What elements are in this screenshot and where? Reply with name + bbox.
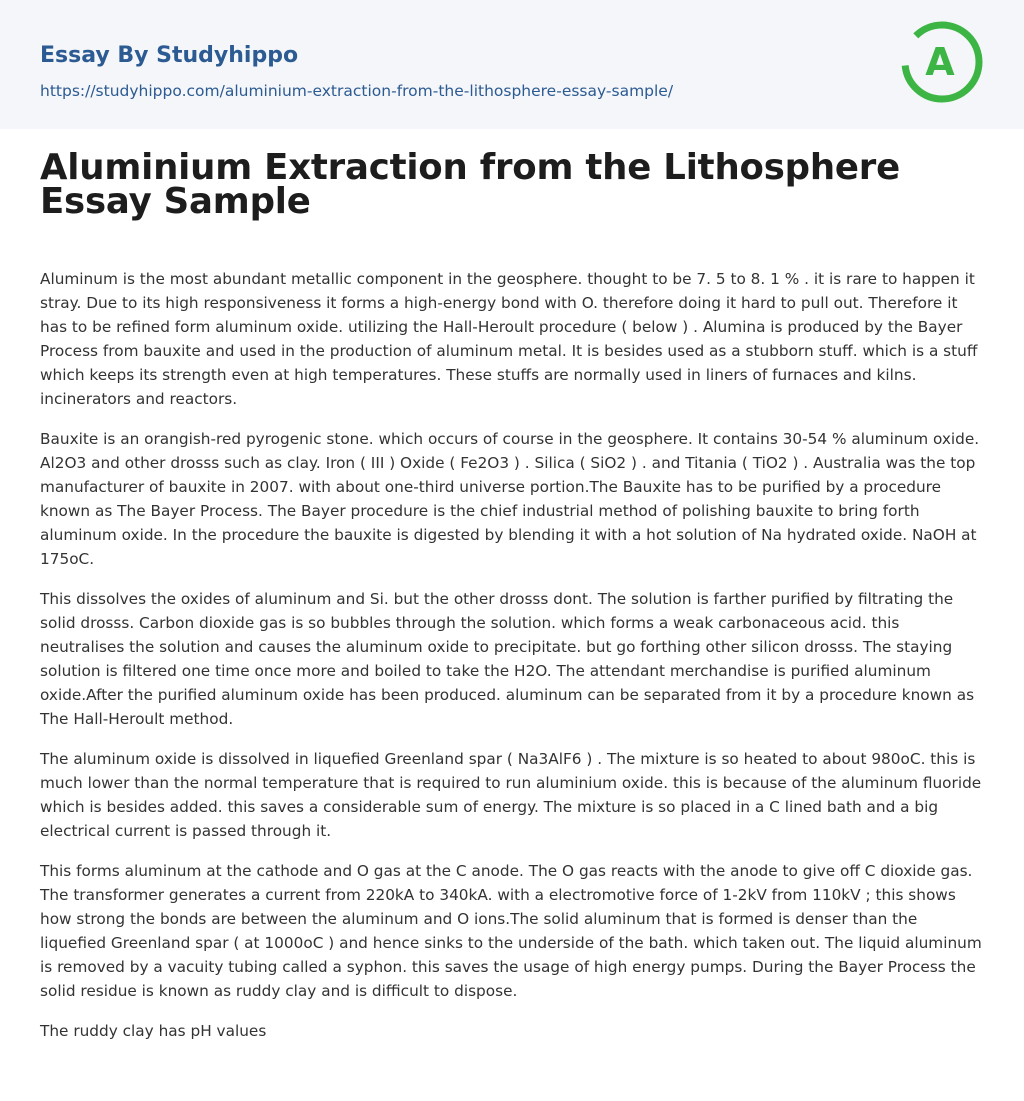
paragraph: This dissolves the oxides of aluminum and Si. but the other drosss dont. The solution is farther purified by filtrating the solid drosss. Carbon dioxide gas is so bubbles through the solution. which forms a weak carbonaceous acid. this neutralises the solution and causes the aluminum oxide to precipitate. but go forthing other silicon drosss. The staying solution is filtered one time once more and boiled to take the H2O. The attendant merchandise is purified aluminum oxide.After the purified aluminum oxide has been produced. aluminum can be separated from it by a procedure known as The Hall-Heroult method.: [40, 590, 975, 728]
paragraph: This forms aluminum at the cathode and O gas at the C anode. The O gas reacts with the anode to give off C dioxide gas. The transformer generates a current from 220kA to 340kA. with a electromotive force of 1-2kV from 110kV ; this shows how strong the bonds are between the aluminum and O ions.The solid aluminum that is formed is denser than the liquefied Greenland spar ( at 1000oC ) and hence sinks to the underside of the bath. which taken out. The liquid aluminum is removed by a vacuity tubing called a syphon. this saves the usage of high energy pumps. During the Bayer Process the solid residue is known as ruddy clay and is difficult to dispose.: [40, 862, 982, 1000]
source-url-link[interactable]: https://studyhippo.com/aluminium-extraction-from-the-lithosphere-essay-sample/: [40, 82, 674, 100]
paragraph: Aluminum is the most abundant metallic component in the geosphere. thought to be 7. 5 to 8. 1 % . it is rare to happen it stray. Due to its high responsiveness it forms a high-energy bond with O. therefore doing it hard to pull out. Therefore it has to be refined form aluminum oxide. utilizing the Hall-Heroult procedure ( below ) . Alumina is produced by the Bayer Process from bauxite and used in the production of aluminum metal. It is besides used as a stubborn stuff. which is a stuff which keeps its strength even at high temperatures. These stuffs are normally used in liners of furnaces and kilns. incinerators and reactors.: [40, 270, 978, 408]
site-brand[interactable]: Essay By Studyhippo: [40, 43, 299, 68]
paragraph: The ruddy clay has pH values: [40, 1022, 267, 1040]
logo-letter: A: [925, 40, 955, 84]
site-header: [0, 0, 1024, 129]
article: [0, 147, 1024, 1043]
studyhippo-logo-icon[interactable]: [900, 20, 984, 104]
paragraph: Bauxite is an orangish-red pyrogenic stone. which occurs of course in the geosphere. It contains 30-54 % aluminum oxide. Al2O3 and other drosss such as clay. Iron ( III ) Oxide ( Fe2O3 ) . Silica ( SiO2 ) . and Titania ( TiO2 ) . Australia was the top manufacturer of bauxite in 2007. with about one-third universe portion.The Bauxite has to be purified by a procedure known as The Bayer Process. The Bayer procedure is the chief industrial method of polishing bauxite to bring forth aluminum oxide. In the procedure the bauxite is digested by blending it with a hot solution of Na hydrated oxide. NaOH at 175oC.: [40, 430, 980, 568]
article-title: Aluminium Extraction from the Lithosphere Essay Sample: [40, 147, 900, 222]
paragraph: The aluminum oxide is dissolved in liquefied Greenland spar ( Na3AlF6 ) . The mixture is so heated to about 980oC. this is much lower than the normal temperature that is required to run aluminium oxide. this is because of the aluminum fluoride which is besides added. this saves a considerable sum of energy. The mixture is so placed in a C lined bath and a big electrical current is passed through it.: [40, 750, 982, 840]
article-body: [40, 267, 984, 1043]
